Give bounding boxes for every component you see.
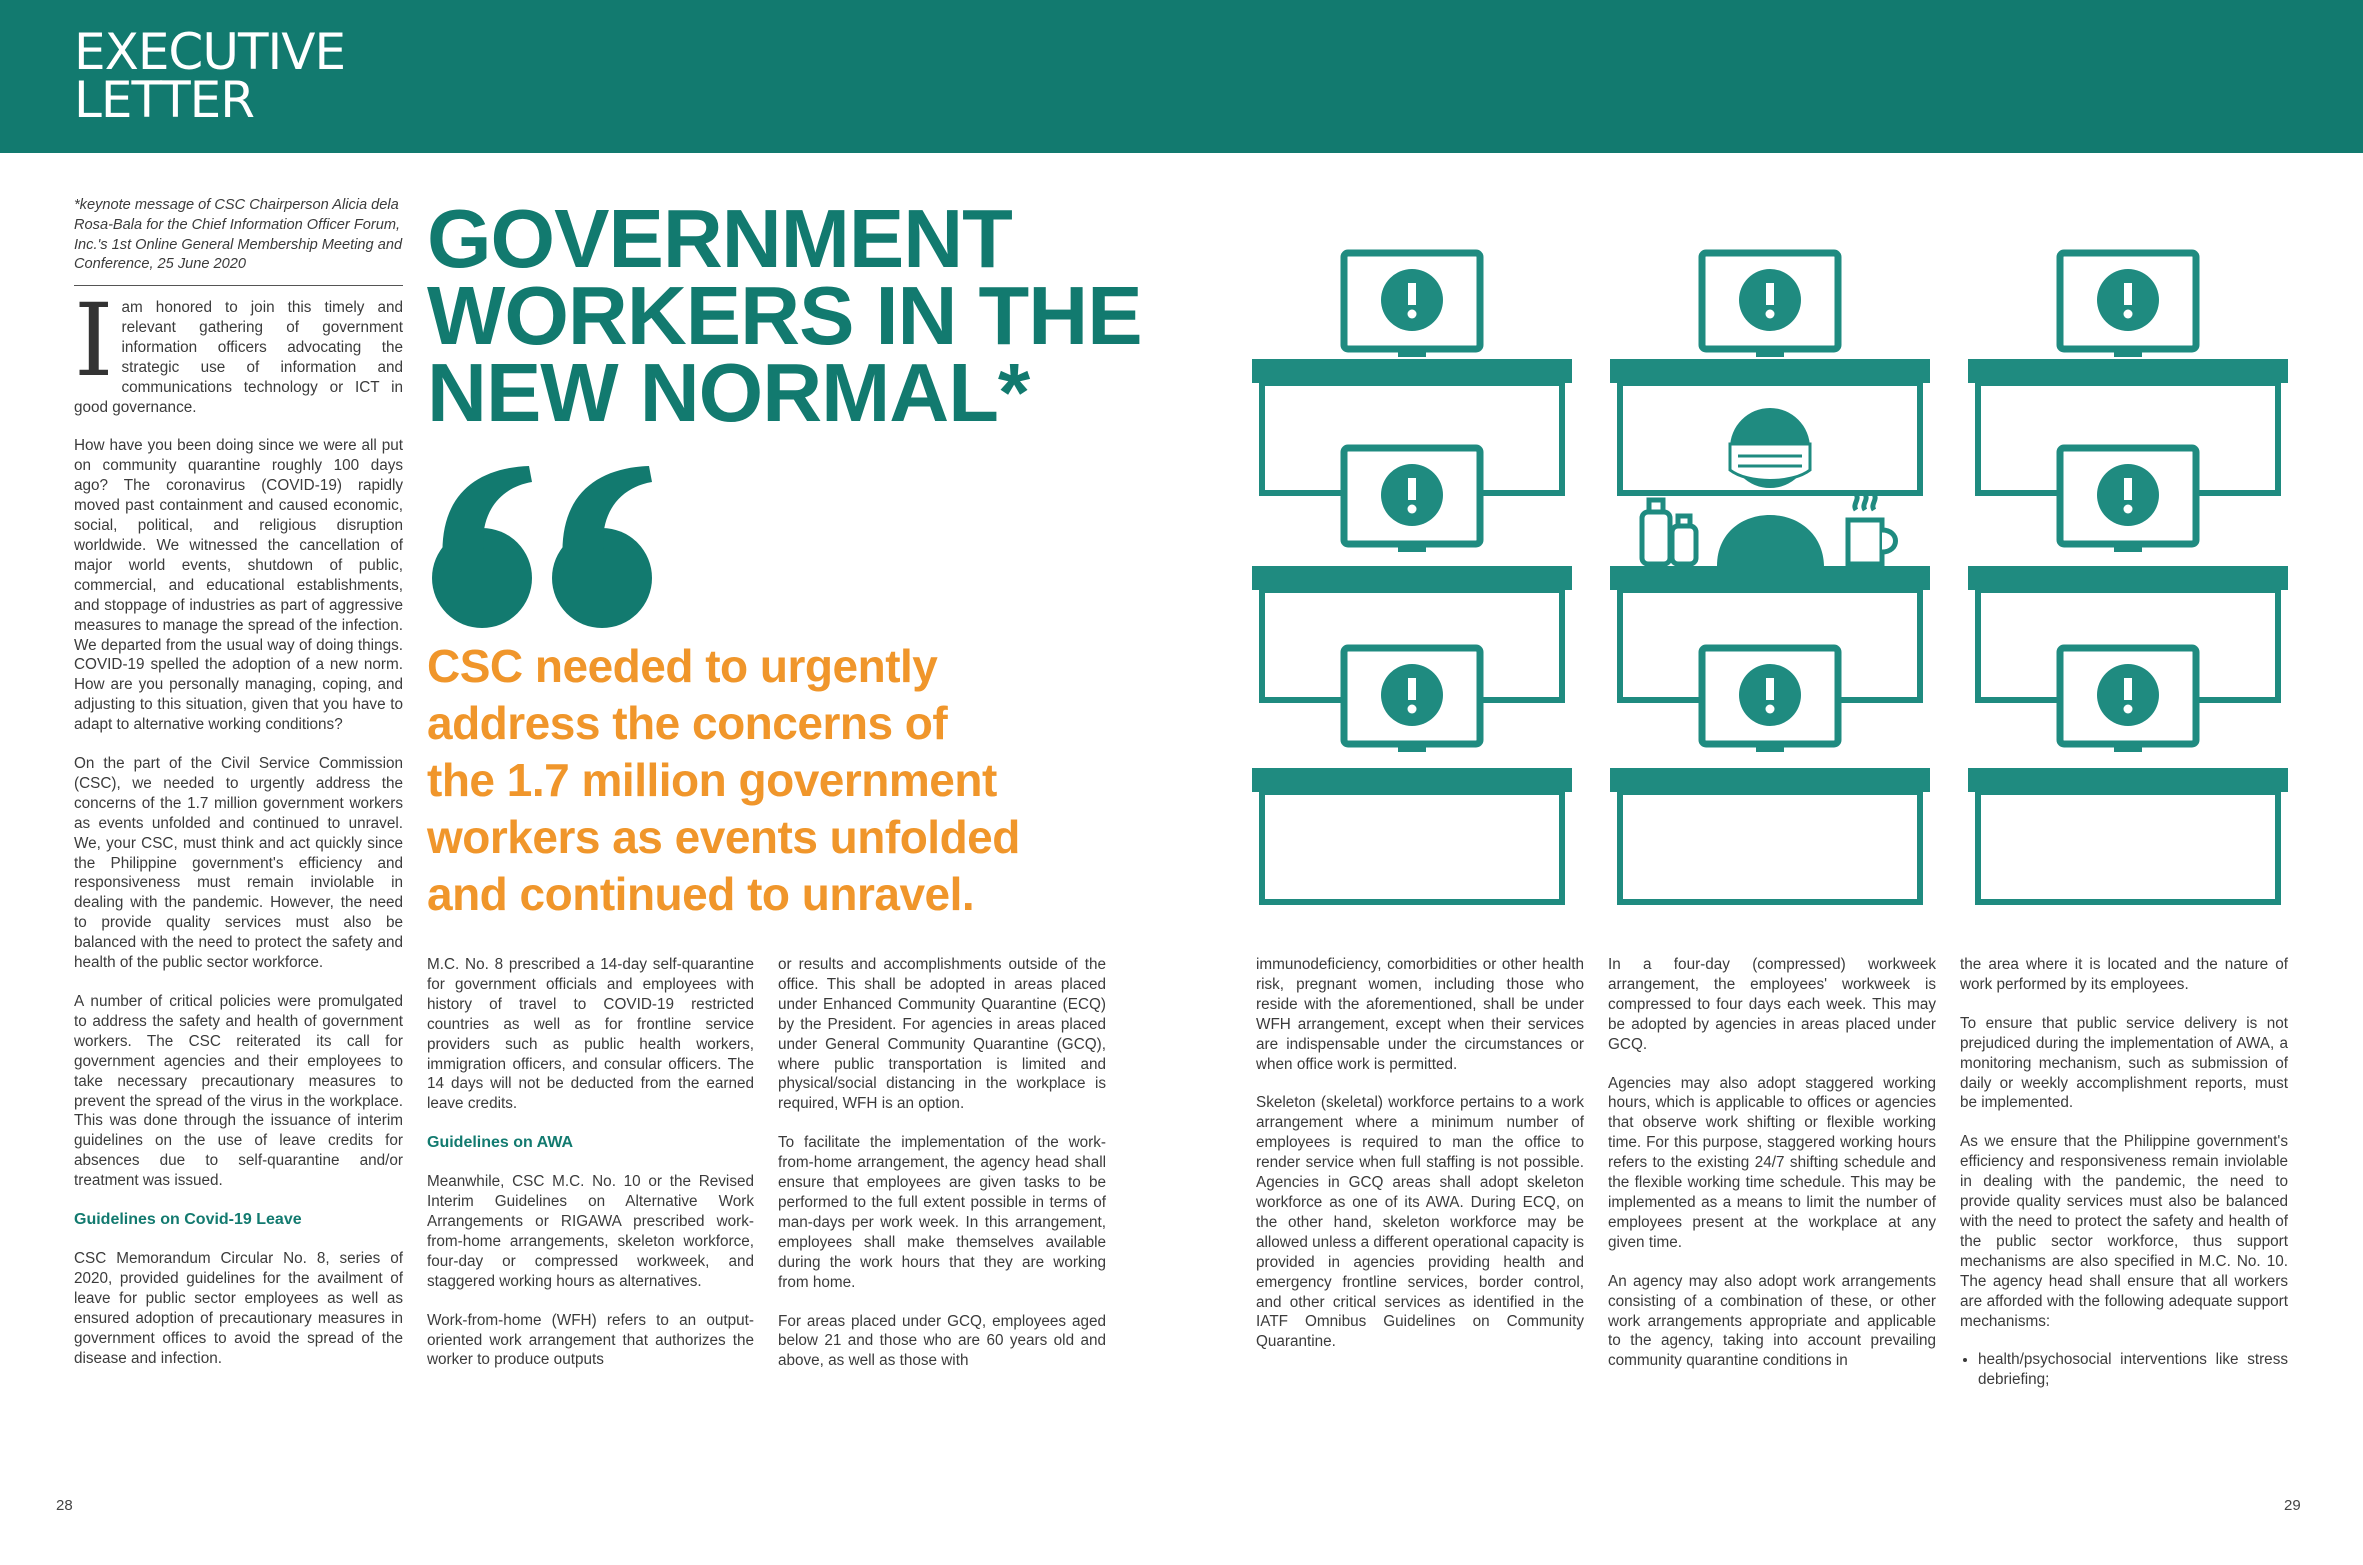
paragraph: Skeleton (skeletal) workforce pertains to a work arrangement where a minimum number of employees is required to man the office to render service when full staffing is not possible. Agencies in GCQ areas shall adopt skeleton workforce as one of its AWA. During ECQ, on the other hand, skeleton workforce may be allowed unless a different operational capacity is provided in agencies providing health and emergency frontline services, border control, and other critical services as identified in the IATF Omnibus Guidelines on Community Quarantine. [1256,1094,1584,1351]
paragraph: To facilitate the implementation of the work-from-home arrangement, the agency head shall ensure that employees are given tasks to be performed to the full extent possible in terms of man-days per work week. In this arrangement, employees shall make themselves available during the work hours that they are working from home. [778,1134,1106,1291]
workstations-alert-icon [1252,248,2332,918]
section-title [74,23,346,129]
paragraph: the area where it is located and the nature of work performed by its employees. [1960,956,2288,993]
pull-quote-line: the 1.7 million government [427,754,997,806]
bullet-list [1960,1350,2288,1390]
article-title [427,192,1142,439]
page-number-right: 29 [2284,1497,2301,1514]
paragraph: or results and accomplishments outside of the office. This shall be adopted in areas placed under Enhanced Community Quarantine (ECQ) by the President. For agencies in areas placed under General Community Quarantine (GCQ), where public transportation is limited and physical/social distancing in the workplace is required, WFH is an option. [778,956,1106,1113]
paragraph: Meanwhile, CSC M.C. No. 10 or the Revised Interim Guidelines on Alternative Work Arrangements or RIGAWA prescribed work-from-home arrangements, skeleton workforce, four-day or compressed workweek, and staggered working hours as alternatives. [427,1173,754,1290]
column-4 [1256,955,1584,1371]
column-2 [427,955,754,1389]
intro-paragraph [74,282,403,417]
paragraph: immunodeficiency, comorbidities or other health risk, pregnant women, including those who reside with the aforementioned, shall be under WFH arrangement, except when their services are indispensable under the circumstances or when office work is permitted. [1256,956,1584,1073]
pull-quote-line: and continued to unravel. [427,868,975,920]
footnote: *keynote message of CSC Chairperson Alicia dela Rosa-Bala for the Chief Information Officer Forum, Inc.'s 1st Online General Membership Meeting and Conference, 25 June 2020 [74,196,403,286]
subheading: Guidelines on Covid-19 Leave [74,1211,302,1229]
header-band [0,0,2363,153]
pull-quote-line: address the concerns of [427,697,948,749]
title-line: GOVERNMENT [427,192,1012,285]
bottle-icon [1642,500,1696,564]
intro-text: am honored to join this timely and relevant gathering of government information officers advocating the strategic use of information and communications technology or ICT in good governance. [74,299,403,416]
pull-quote-line: workers as events unfolded [427,811,1020,863]
pull-quote-line: CSC needed to urgently [427,640,938,692]
paragraph: Work-from-home (WFH) refers to an output-oriented work arrangement that authorizes the worker to produce outputs [427,1311,754,1369]
paragraph: For areas placed under GCQ, employees aged below 21 and those who are 60 years old and above, as well as those with [778,1312,1106,1370]
masked-worker-icon [1717,408,1824,566]
column-3 [778,955,1106,1390]
dropcap: I [74,282,114,399]
subheading: Guidelines on AWA [427,1134,574,1152]
paragraph: To ensure that public service delivery is not prejudiced during the implementation of AWA, a monitoring mechanism, such as submission of daily or weekly accomplishment reports, must be implemented. [1960,1014,2288,1112]
paragraph: On the part of the Civil Service Commission (CSC), we needed to urgently address the concerns of the 1.7 million government workers as events unfolded and continued to unravel. We, your CSC, must think and act quickly since the Philippine government's efficiency and responsiveness must remain inviolable in dealing with the pandemic. However, the need to provide quality services must also be balanced with the need to protect the safety and health of the public sector workforce. [74,755,403,972]
section-title-line2: LETTER [74,71,254,129]
column-1 [74,282,403,1387]
quote-mark-icon [424,458,664,638]
paragraph: Agencies may also adopt staggered working hours, which is applicable to offices or agencies that observe work shifting or flexible working time. For this purpose, staggered working hours refers to the existing 24/7 shifting schedule and the flexible working time schedule. This may be implemented as a means to limit the number of employees present at the workplace at any given time. [1608,1074,1936,1251]
mug-icon [1848,494,1896,564]
paragraph: An agency may also adopt work arrangements consisting of a combination of these, or other work arrangements appropriate and applicable to the agency, taking into account prevailing community quarantine conditions in [1608,1272,1936,1370]
page-number-left: 28 [56,1497,73,1514]
section-title-line1: EXECUTIVE [74,23,346,81]
paragraph: How have you been doing since we were all put on community quarantine roughly 100 days ago? The coronavirus (COVID-19) rapidly moved past containment and caused economic, social, political, and religious disruption worldwide. We witnessed the cancellation of major world events, shutdown of public, commercial, and educational establishments, and stoppage of industries as part of aggressive measures to manage the spread of the infection. We departed from the usual way of doing things. COVID-19 spelled the adoption of a new norm. How are you personally managing, coping, and adjusting to this situation, given that you have to adapt to alternative working conditions? [74,437,403,734]
title-line: WORKERS IN THE [427,269,1142,362]
column-6 [1960,955,2288,1390]
paragraph: As we ensure that the Philippine government's efficiency and responsiveness remain inviolable in dealing with the pandemic, the need to provide quality services must also be balanced with the need to protect the safety and health of the public sector workforce, thus support mechanisms are also specified in M.C. No. 10. The agency head shall ensure that all workers are afforded with the following adequate support mechanisms: [1960,1133,2288,1330]
column-5 [1608,955,1936,1390]
paragraph: A number of critical policies were promulgated to address the safety and health of government workers. The CSC reiterated its call for government agencies and their employees to take necessary precautionary measures to prevent the spread of the virus in the workplace. This was done through the issuance of interim guidelines on the use of leave credits for absences due to self-quarantine and/or treatment was issued. [74,993,403,1190]
pull-quote [427,638,1067,923]
paragraph: CSC Memorandum Circular No. 8, series of 2020, provided guidelines for the availment of leave for public sector employees as well as ensured adoption of precautionary measures in government offices to avoid the spread of the disease and infection. [74,1249,403,1367]
list-item: • health/psychosocial interventions like stress debriefing; [1978,1350,2288,1390]
title-line: NEW NORMAL* [427,346,1030,439]
paragraph: In a four-day (compressed) workweek arrangement, the employees' workweek is compressed to four days each week. This may be adopted by agencies in areas placed under GCQ. [1608,956,1936,1053]
paragraph: M.C. No. 8 prescribed a 14-day self-quarantine for government officials and employees with history of travel to COVID-19 restricted countries as well as for frontline service providers such as public health workers, immigration officers, and consular officers. The 14 days will not be deducted from the earned leave credits. [427,956,754,1113]
